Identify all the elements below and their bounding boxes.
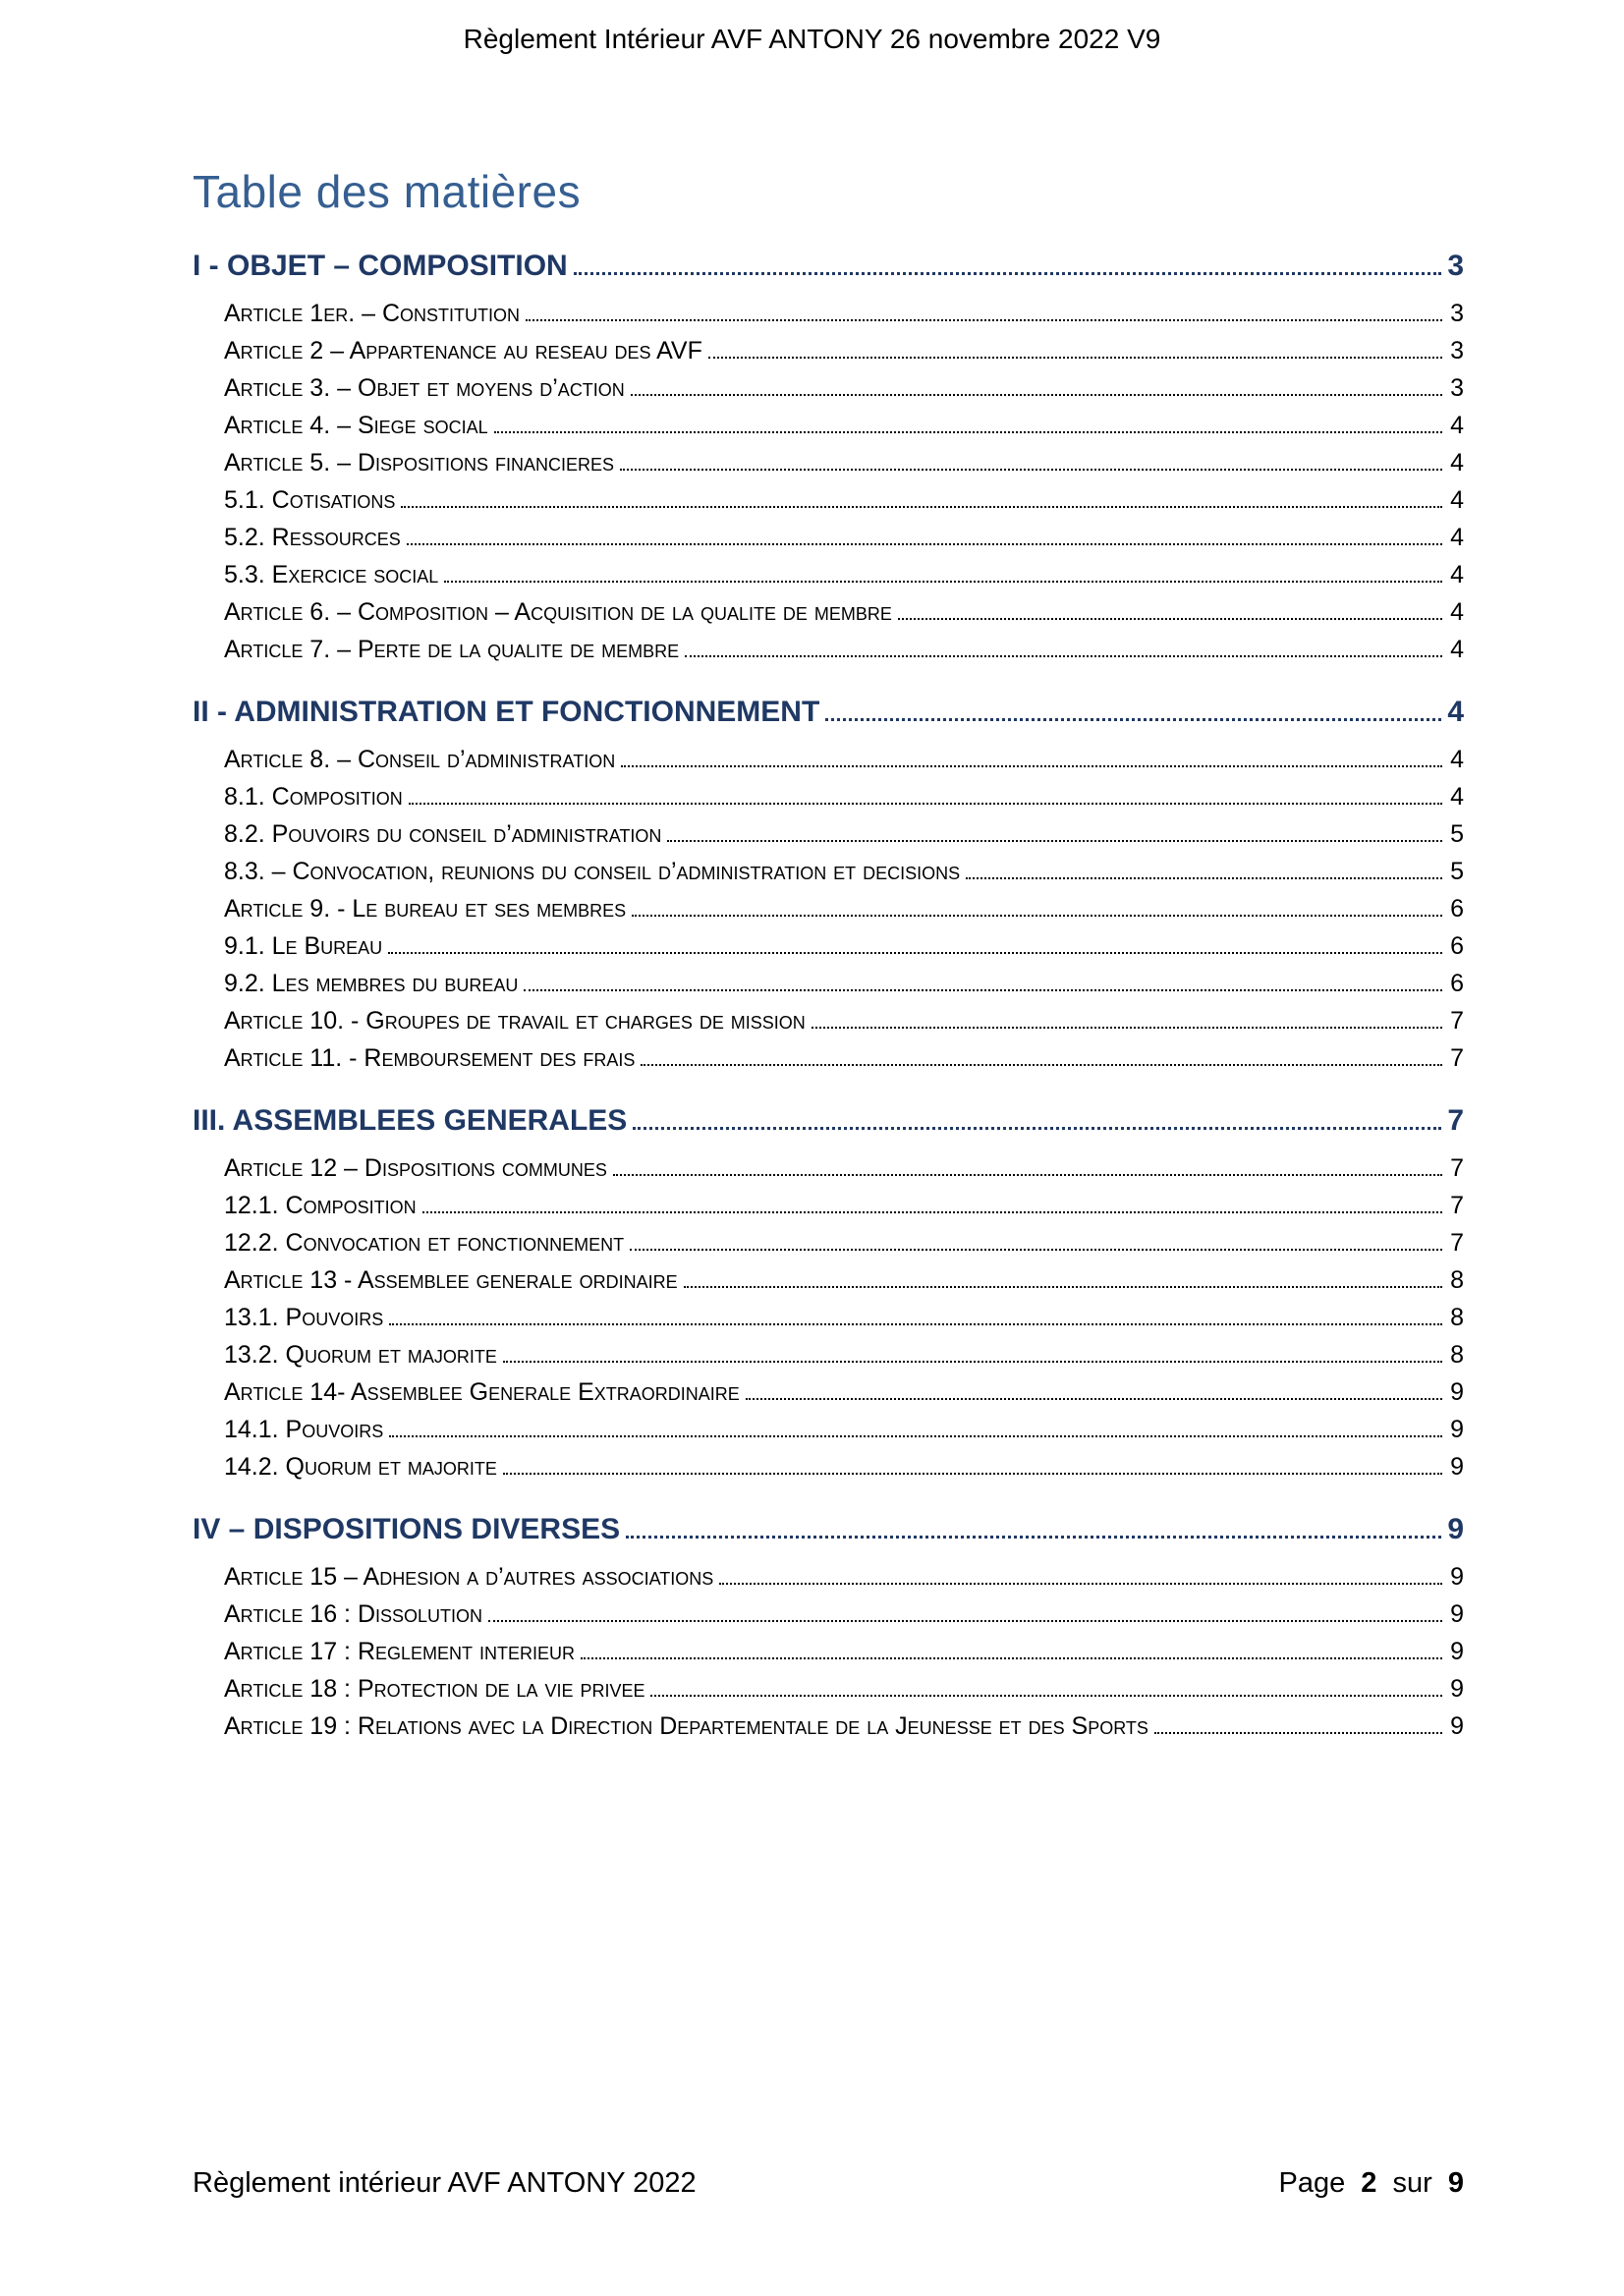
toc-entry[interactable] xyxy=(193,1146,1464,1183)
toc-entry-label: Article 17 : Reglement interieur xyxy=(224,1638,575,1665)
toc-leader-dots xyxy=(488,1620,1442,1622)
toc-page-number: 4 xyxy=(1450,412,1464,439)
toc-entry[interactable] xyxy=(193,1666,1464,1704)
toc-entry-label: Article 13 - Assemblee generale ordinaire xyxy=(224,1266,678,1294)
toc-page-number: 9 xyxy=(1450,1416,1464,1443)
toc-leader-dots xyxy=(719,1583,1442,1585)
toc-entry[interactable] xyxy=(193,1407,1464,1444)
toc-page-number: 6 xyxy=(1450,895,1464,923)
toc-entry-label: Article 3. – Objet et moyens d’action xyxy=(224,374,625,402)
toc-page-number: 9 xyxy=(1450,1563,1464,1591)
toc-entry[interactable] xyxy=(193,291,1464,328)
toc-section-heading-label: IV – DISPOSITIONS DIVERSES xyxy=(193,1513,621,1545)
toc-entry-label: 8.2. Pouvoirs du conseil d’administration xyxy=(224,820,662,848)
toc-leader-dots xyxy=(641,1064,1442,1066)
toc-entry[interactable] xyxy=(193,403,1464,440)
toc-entry[interactable] xyxy=(193,477,1464,515)
toc-leader-dots xyxy=(620,469,1442,471)
footer-page-label: Page xyxy=(1278,2167,1346,2199)
toc-page-number: 3 xyxy=(1450,374,1464,402)
toc-leader-dots xyxy=(708,357,1442,359)
toc-entry-label: 9.2. Les membres du bureau xyxy=(224,970,519,997)
toc-page-number: 7 xyxy=(1450,1192,1464,1219)
toc-leader-dots xyxy=(574,272,1442,275)
toc-entry[interactable] xyxy=(193,1554,1464,1592)
toc-entry-label: 14.1. Pouvoirs xyxy=(224,1416,384,1443)
toc-entry-label: Article 1er. – Constitution xyxy=(224,300,521,327)
toc-page-number: 4 xyxy=(1450,598,1464,626)
toc-leader-dots xyxy=(966,877,1442,879)
toc-leader-dots xyxy=(684,1286,1442,1288)
toc-entry[interactable] xyxy=(193,328,1464,365)
toc-leader-dots xyxy=(825,718,1441,721)
toc-entry-label: 5.3. Exercice social xyxy=(224,561,439,588)
toc-entry-label: Article 5. – Dispositions financieres xyxy=(224,449,614,476)
toc-leader-dots xyxy=(626,1536,1441,1539)
toc-page-number: 5 xyxy=(1450,820,1464,848)
toc-page-number: 4 xyxy=(1447,696,1464,728)
toc-entry-label: 14.2. Quorum et majorite xyxy=(224,1453,497,1481)
toc-section-heading-label: I - OBJET – COMPOSITION xyxy=(193,250,568,282)
toc-section-heading-label: III. ASSEMBLEES GENERALES xyxy=(193,1104,628,1137)
toc-leader-dots xyxy=(630,1249,1442,1251)
toc-entry[interactable] xyxy=(193,440,1464,477)
toc-entry[interactable] xyxy=(193,998,1464,1036)
toc-leader-dots xyxy=(401,506,1442,508)
toc-entry[interactable] xyxy=(193,552,1464,589)
toc-entry[interactable] xyxy=(193,924,1464,961)
toc-page-number: 6 xyxy=(1450,932,1464,960)
toc-leader-dots xyxy=(494,431,1442,433)
toc-leader-dots xyxy=(812,1027,1442,1029)
toc-entry[interactable] xyxy=(193,1220,1464,1258)
toc-leader-dots xyxy=(524,989,1442,991)
toc-page-number: 9 xyxy=(1450,1638,1464,1665)
toc-entry[interactable] xyxy=(193,1036,1464,1073)
toc-page-number: 7 xyxy=(1450,1229,1464,1257)
toc-entry[interactable] xyxy=(193,1370,1464,1407)
footer-page-number: 2 xyxy=(1361,2167,1377,2199)
toc-entry-label: Article 10. - Groupes de travail et charges de mission xyxy=(224,1007,806,1035)
toc-section-heading[interactable] xyxy=(193,1503,1464,1546)
toc-page-number: 7 xyxy=(1450,1154,1464,1182)
toc-entry[interactable] xyxy=(193,886,1464,924)
toc-entry[interactable] xyxy=(193,1704,1464,1741)
toc-entry-label: 13.2. Quorum et majorite xyxy=(224,1341,497,1369)
toc-page-number: 4 xyxy=(1450,746,1464,773)
toc-entry-label: 5.2. Ressources xyxy=(224,524,401,551)
toc-leader-dots xyxy=(581,1657,1442,1659)
toc-page-number: 5 xyxy=(1450,858,1464,885)
toc-entry-label: Article 19 : Relations avec la Direction Departementale de la Jeunesse et des Sports xyxy=(224,1712,1148,1740)
toc-entry[interactable] xyxy=(193,1295,1464,1332)
toc-section-heading[interactable] xyxy=(193,240,1464,283)
toc-entry-label: Article 15 – Adhesion a d’autres associations xyxy=(224,1563,714,1591)
footer-sur-label: sur xyxy=(1392,2167,1432,2199)
toc-page-number: 4 xyxy=(1450,449,1464,476)
toc xyxy=(193,240,1464,1741)
toc-leader-dots xyxy=(632,915,1442,917)
toc-page-number: 9 xyxy=(1447,1513,1464,1545)
toc-leader-dots xyxy=(633,1127,1441,1130)
toc-leader-dots xyxy=(422,1211,1442,1213)
document-footer xyxy=(193,2167,1464,2200)
toc-entry[interactable] xyxy=(193,1332,1464,1370)
toc-entry[interactable] xyxy=(193,961,1464,998)
toc-page-number: 3 xyxy=(1450,337,1464,364)
toc-page-number: 4 xyxy=(1450,783,1464,811)
toc-section-heading[interactable] xyxy=(193,686,1464,729)
toc-leader-dots xyxy=(388,952,1442,954)
toc-page-number: 3 xyxy=(1447,250,1464,282)
toc-entry-label: Article 9. - Le bureau et ses membres xyxy=(224,895,627,923)
toc-page-number: 4 xyxy=(1450,524,1464,551)
toc-leader-dots xyxy=(444,581,1442,583)
footer-page-indicator xyxy=(1279,2167,1465,2200)
toc-entry-label: Article 11. - Remboursement des frais xyxy=(224,1044,636,1072)
toc-page-number: 9 xyxy=(1450,1453,1464,1481)
toc-leader-dots xyxy=(685,655,1442,657)
toc-entry[interactable] xyxy=(193,365,1464,403)
toc-entry[interactable] xyxy=(193,774,1464,812)
toc-entry[interactable] xyxy=(193,1258,1464,1295)
toc-page-number: 3 xyxy=(1450,300,1464,327)
toc-page-number: 8 xyxy=(1450,1266,1464,1294)
toc-leader-dots xyxy=(389,1323,1442,1325)
toc-entry-label: 13.1. Pouvoirs xyxy=(224,1304,384,1331)
toc-leader-dots xyxy=(389,1435,1442,1437)
toc-page-number: 9 xyxy=(1450,1600,1464,1628)
toc-leader-dots xyxy=(898,618,1442,620)
toc-page-number: 7 xyxy=(1450,1044,1464,1072)
toc-entry-label: Article 6. – Composition – Acquisition de la qualite de membre xyxy=(224,598,892,626)
toc-entry-label: Article 12 – Dispositions communes xyxy=(224,1154,607,1182)
toc-entry[interactable] xyxy=(193,1444,1464,1482)
toc-entry-label: 8.3. – Convocation, reunions du conseil d’administration et decisions xyxy=(224,858,961,885)
toc-page-number: 9 xyxy=(1450,1712,1464,1740)
toc-entry[interactable] xyxy=(193,589,1464,627)
toc-entry-label: 8.1. Composition xyxy=(224,783,403,811)
toc-leader-dots xyxy=(631,394,1442,396)
toc-entry-label: 12.1. Composition xyxy=(224,1192,417,1219)
toc-entry-label: 12.2. Convocation et fonctionnement xyxy=(224,1229,625,1257)
toc-page-number: 8 xyxy=(1450,1304,1464,1331)
toc-page-number: 4 xyxy=(1450,636,1464,663)
toc-leader-dots xyxy=(621,765,1442,767)
toc-entry-label: Article 7. – Perte de la qualite de membre xyxy=(224,636,680,663)
toc-entry[interactable] xyxy=(193,1183,1464,1220)
toc-leader-dots xyxy=(667,840,1442,842)
toc-leader-dots xyxy=(650,1695,1442,1697)
toc-section-heading-label: II - ADMINISTRATION ET FONCTIONNEMENT xyxy=(193,696,820,728)
toc-entry-label: 9.1. Le Bureau xyxy=(224,932,383,960)
footer-page-total: 9 xyxy=(1447,2167,1464,2199)
toc-entry[interactable] xyxy=(193,515,1464,552)
toc-leader-dots xyxy=(503,1361,1442,1363)
toc-entry[interactable] xyxy=(193,849,1464,886)
toc-leader-dots xyxy=(407,543,1442,545)
toc-page-number: 9 xyxy=(1450,1675,1464,1703)
toc-entry[interactable] xyxy=(193,737,1464,774)
toc-page-number: 6 xyxy=(1450,970,1464,997)
toc-entry-label: Article 16 : Dissolution xyxy=(224,1600,483,1628)
toc-page-number: 4 xyxy=(1450,561,1464,588)
toc-entry[interactable] xyxy=(193,812,1464,849)
toc-leader-dots xyxy=(1154,1732,1442,1734)
toc-page-number: 4 xyxy=(1450,486,1464,514)
footer-document-name: Règlement intérieur AVF ANTONY 2022 xyxy=(193,2167,697,2199)
toc-page-number: 9 xyxy=(1450,1378,1464,1406)
toc-entry-label: 5.1. Cotisations xyxy=(224,486,396,514)
toc-leader-dots xyxy=(409,803,1442,805)
toc-entry[interactable] xyxy=(193,627,1464,664)
toc-entry-label: Article 8. – Conseil d’administration xyxy=(224,746,616,773)
toc-page-number: 7 xyxy=(1447,1104,1464,1137)
toc-page-number: 7 xyxy=(1450,1007,1464,1035)
page-title: Table des matières xyxy=(193,166,582,217)
toc-entry[interactable] xyxy=(193,1592,1464,1629)
toc-leader-dots xyxy=(503,1473,1442,1475)
document-header: Règlement Intérieur AVF ANTONY 26 novembre 2022 V9 xyxy=(463,24,1161,54)
toc-page-number: 8 xyxy=(1450,1341,1464,1369)
toc-entry-label: Article 18 : Protection de la vie privee xyxy=(224,1675,645,1703)
toc-entry[interactable] xyxy=(193,1629,1464,1666)
toc-entry-label: Article 2 – Appartenance au reseau des AVF xyxy=(224,337,702,364)
toc-leader-dots xyxy=(613,1174,1442,1176)
toc-entry-label: Article 14- Assemblee Generale Extraordinaire xyxy=(224,1378,740,1406)
toc-leader-dots xyxy=(746,1398,1442,1400)
toc-entry-label: Article 4. – Siege social xyxy=(224,412,488,439)
toc-content xyxy=(193,165,1464,1741)
toc-leader-dots xyxy=(526,319,1442,321)
toc-section-heading[interactable] xyxy=(193,1094,1464,1138)
